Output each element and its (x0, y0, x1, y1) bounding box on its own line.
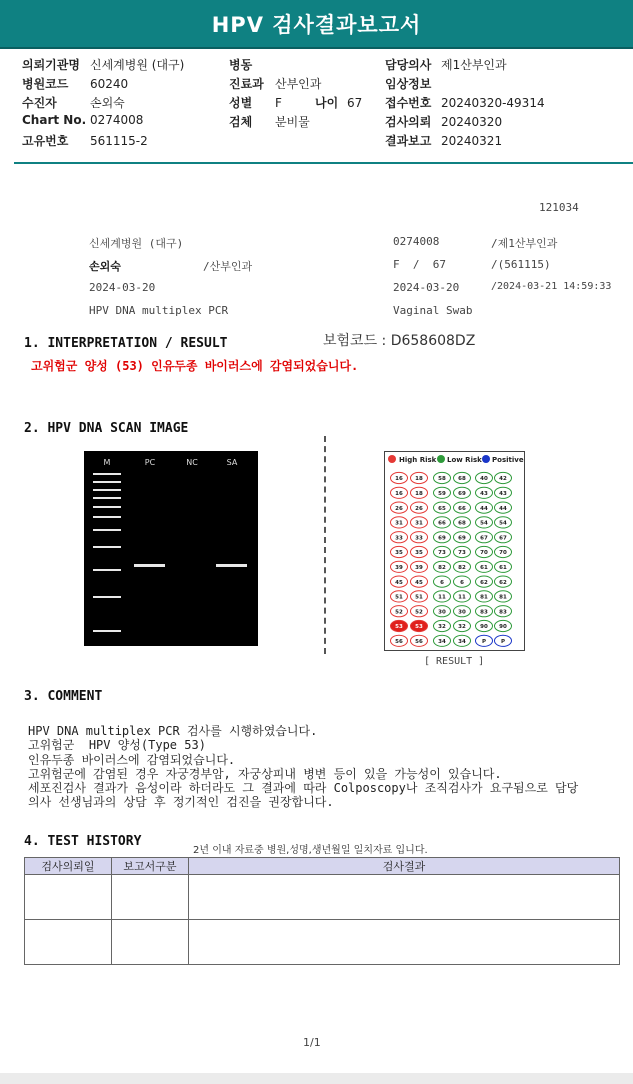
hpv-type-label: 73 (438, 550, 446, 557)
hpv-type-label: 83 (480, 609, 488, 616)
hpv-type-label: 67 (480, 535, 488, 542)
hdr-value: 20240320 (441, 115, 503, 129)
table-cell (112, 920, 189, 965)
report-title: HPV 검사결과보고서 (211, 13, 422, 37)
hpv-type-label: 31 (415, 520, 423, 527)
gel-lane-label: NC (186, 458, 198, 467)
hdr-label: 병동 (229, 58, 253, 72)
hdr-label: 검체 (229, 115, 253, 129)
marker-band (93, 489, 121, 491)
hpv-type-label: 18 (415, 476, 423, 483)
result-text: 고위험군 양성 (53) 인유두종 바이러스에 감염되었습니다. (31, 359, 359, 373)
hdr-value: 561115-2 (90, 134, 148, 148)
comment-body (28, 724, 628, 810)
marker-band (93, 630, 121, 632)
title-bar (0, 0, 633, 49)
hpv-type-label: 42 (499, 476, 507, 483)
hpv-type-label: 52 (415, 609, 423, 616)
hpv-type-label: 61 (499, 565, 507, 571)
summary-receive-date: 2024-03-20 (393, 281, 460, 294)
hpv-type-label: 62 (480, 579, 488, 586)
hpv-type-label: 34 (458, 639, 466, 645)
comment-line: 세포진검사 결과가 음성이라 하더라도 그 결과에 따라 Colposcopy나 조직검사가 요구됨으로 담당 (28, 781, 579, 796)
summary-report-datetime: /2024-03-21 14:59:33 (491, 281, 612, 292)
section-history-title: 4. TEST HISTORY (24, 834, 142, 849)
marker-band (93, 596, 121, 598)
hpv-type-label: 82 (458, 565, 466, 571)
hpv-type-label: 90 (499, 624, 507, 631)
hpv-type-label: 33 (395, 535, 403, 542)
hpv-type-label: 39 (415, 565, 423, 571)
hdr-value: 0274008 (90, 113, 144, 127)
marker-band (93, 473, 121, 475)
legend-high-label: High Risk (399, 456, 437, 464)
hpv-type-label: 68 (458, 520, 466, 527)
hdr-label: 고유번호 (22, 134, 69, 148)
hpv-type-label: 30 (458, 609, 466, 616)
history-note: 2년 이내 자료중 병원,성명,생년월일 일치자료 입니다. (193, 845, 428, 856)
hpv-type-label: 54 (480, 520, 488, 527)
table-cell (189, 920, 620, 965)
hdr-value: 손외숙 (90, 96, 125, 110)
hpv-type-label: 51 (415, 594, 423, 601)
hpv-type-label: 69 (438, 535, 446, 542)
hdr-label: 임상정보 (385, 77, 432, 91)
summary-chart: 0274008 (393, 235, 440, 248)
hdr-value: 산부인과 (275, 77, 322, 91)
hpv-type-label: 35 (415, 550, 423, 557)
legend-low-label: Low Risk (447, 456, 482, 464)
section-scan-title: 2. HPV DNA SCAN IMAGE (24, 421, 189, 436)
marker-band (93, 529, 121, 531)
hpv-type-label: 26 (395, 505, 403, 512)
history-header-row (25, 858, 620, 875)
hpv-type-label: 69 (458, 491, 466, 497)
marker-band (93, 497, 121, 499)
hpv-type-label: 32 (438, 624, 446, 631)
table-row (25, 875, 620, 920)
hpv-type-label: 30 (438, 609, 446, 616)
hpv-type-label: 6 (460, 579, 464, 586)
header-col1 (22, 56, 184, 151)
comment-line: 의사 선생님과의 상담 후 정기적인 검진을 권장합니다. (28, 795, 334, 810)
hpv-type-label: 59 (438, 491, 446, 497)
comment-line: HPV DNA multiplex PCR 검사를 시행하였습니다. (28, 724, 318, 738)
legend-high-dot (388, 455, 396, 463)
marker-band (93, 546, 121, 548)
summary-dept: /산부인과 (203, 260, 253, 273)
hpv-type-label: 70 (499, 550, 507, 557)
summary-specimen: Vaginal Swab (393, 304, 473, 317)
hpv-type-label: 61 (480, 565, 488, 571)
result-caption: [ RESULT ] (424, 656, 485, 667)
hpv-type-label: 45 (395, 579, 403, 586)
footer-bar (0, 1073, 633, 1084)
summary-code: 121034 (539, 201, 579, 214)
page-number: 1/1 (303, 1036, 321, 1049)
hdr-label: 성별 (229, 96, 253, 110)
hpv-type-label: 45 (415, 579, 423, 586)
hpv-type-label: 18 (415, 491, 423, 497)
age-value: 67 (347, 96, 363, 110)
history-col-header: 검사의뢰일 (25, 858, 112, 875)
age-label: 나이 (315, 96, 339, 110)
hpv-type-label: 16 (395, 476, 403, 483)
gel-svg (84, 451, 258, 646)
hpv-type-label: 11 (438, 594, 446, 601)
hpv-type-label: 73 (458, 550, 466, 557)
hpv-type-label: 56 (395, 639, 403, 645)
hpv-type-label: 11 (458, 594, 466, 601)
comment-line: 인유두종 바이러스에 감염되었습니다. (28, 752, 236, 767)
gel-lane-label: M (103, 458, 111, 467)
hpv-type-label: 43 (480, 491, 488, 497)
section-comment-title: 3. COMMENT (24, 689, 103, 704)
hdr-value: 20240321 (441, 134, 503, 148)
hdr-value: 60240 (90, 77, 129, 91)
hpv-type-label: 52 (395, 609, 403, 616)
hdr-label: 의뢰기관명 (22, 58, 80, 72)
summary-request-date: 2024-03-20 (89, 281, 156, 294)
hpv-type-label: 90 (480, 624, 488, 631)
hpv-type-label: 32 (458, 624, 466, 631)
hpv-type-label: 16 (395, 491, 403, 497)
legend-positive-label: Positive (492, 456, 524, 464)
hdr-label: 진료과 (229, 77, 264, 91)
hpv-type-label: 39 (395, 565, 403, 571)
summary-patient: 손외숙 (89, 260, 121, 273)
marker-band (93, 506, 121, 508)
summary-doctor: /제1산부인과 (491, 237, 558, 250)
marker-band (93, 481, 121, 483)
hdr-label: 접수번호 (385, 96, 432, 110)
table-cell (25, 920, 112, 965)
hpv-type-label: 81 (499, 594, 507, 601)
hpv-type-label: 35 (395, 550, 403, 557)
hpv-type-label: 34 (438, 639, 446, 645)
hpv-type-label: 6 (440, 579, 444, 586)
gel-lane-label: PC (144, 458, 156, 467)
hpv-type-label: 66 (458, 505, 466, 512)
summary-sex-age: F / 67 (393, 258, 446, 271)
hpv-type-label: 67 (499, 535, 507, 542)
legend-low-dot (437, 455, 445, 463)
hpv-type-label: 51 (395, 594, 403, 601)
hpv-type-label: 69 (458, 535, 466, 542)
hpv-type-label: 31 (395, 520, 403, 527)
header-divider (14, 162, 633, 164)
hpv-type-label: 62 (499, 579, 507, 586)
hpv-type-label: 53 (415, 624, 423, 631)
hpv-type-label: 44 (499, 505, 507, 512)
hdr-value: 분비물 (275, 115, 310, 129)
hpv-type-label: 70 (480, 550, 488, 557)
hpv-type-label: 43 (499, 491, 507, 497)
hdr-value: 신세계병원 (대구) (90, 58, 185, 72)
hpv-result-chart (384, 451, 525, 651)
sa-band (216, 564, 247, 567)
table-cell (112, 875, 189, 920)
section-interpretation-title: 1. INTERPRETATION / RESULT (24, 336, 228, 351)
hdr-value: 20240320-49314 (441, 96, 545, 110)
hpv-type-label: 68 (458, 476, 466, 483)
hpv-type-label: 44 (480, 505, 488, 512)
hpv-type-label: 40 (480, 476, 488, 483)
summary-hospital: 신세계병원 (대구) (89, 237, 184, 250)
hpv-type-label: 33 (415, 535, 423, 542)
table-cell (25, 875, 112, 920)
pc-band (134, 564, 165, 567)
hdr-label: 병원코드 (22, 77, 69, 91)
hdr-label: 수진자 (22, 96, 57, 110)
hpv-type-label: 66 (438, 520, 446, 527)
table-cell (189, 875, 620, 920)
hpv-type-label: 53 (395, 624, 403, 631)
hpv-type-label: 54 (499, 520, 507, 527)
hpv-type-label: 56 (415, 639, 423, 645)
comment-line: 고위험군에 감염된 경우 자궁경부암, 자궁상피내 병변 등이 있을 가능성이 있습니다. (28, 766, 502, 781)
hpv-type-label: P (500, 639, 506, 645)
hdr-label: 결과보고 (385, 134, 432, 148)
history-col-header: 보고서구분 (112, 858, 189, 875)
section-divider (324, 436, 326, 654)
summary-birth: /(561115) (491, 258, 551, 271)
hpv-type-label: 65 (438, 505, 446, 512)
history-table (24, 857, 620, 965)
gel-image (84, 451, 258, 646)
hpv-type-label: 26 (415, 505, 423, 512)
hdr-value: F (275, 96, 282, 110)
history-col-header: 검사결과 (189, 858, 620, 875)
hpv-type-label: 58 (438, 476, 446, 483)
header-col2 (229, 56, 362, 132)
table-row (25, 920, 620, 965)
header-col3 (385, 56, 545, 151)
marker-band (93, 569, 121, 571)
hdr-value: 제1산부인과 (441, 58, 507, 72)
hpv-grid-svg (385, 452, 524, 650)
hpv-type-label: P (481, 639, 487, 645)
hdr-label: Chart No. (22, 113, 87, 127)
legend-positive-dot (482, 455, 490, 463)
grid-cells (391, 472, 512, 646)
insurance-code: 보험코드 : D658608DZ (323, 333, 476, 349)
marker-band (93, 516, 121, 518)
summary-test-name: HPV DNA multiplex PCR (89, 304, 229, 317)
hpv-type-label: 81 (480, 594, 488, 601)
hpv-type-label: 82 (438, 565, 446, 571)
gel-lane-label: SA (226, 458, 238, 467)
hdr-label: 담당의사 (385, 58, 432, 72)
hpv-type-label: 83 (499, 609, 507, 616)
hdr-label: 검사의뢰 (385, 115, 432, 129)
comment-line: 고위험군 HPV 양성(Type 53) (28, 738, 206, 753)
